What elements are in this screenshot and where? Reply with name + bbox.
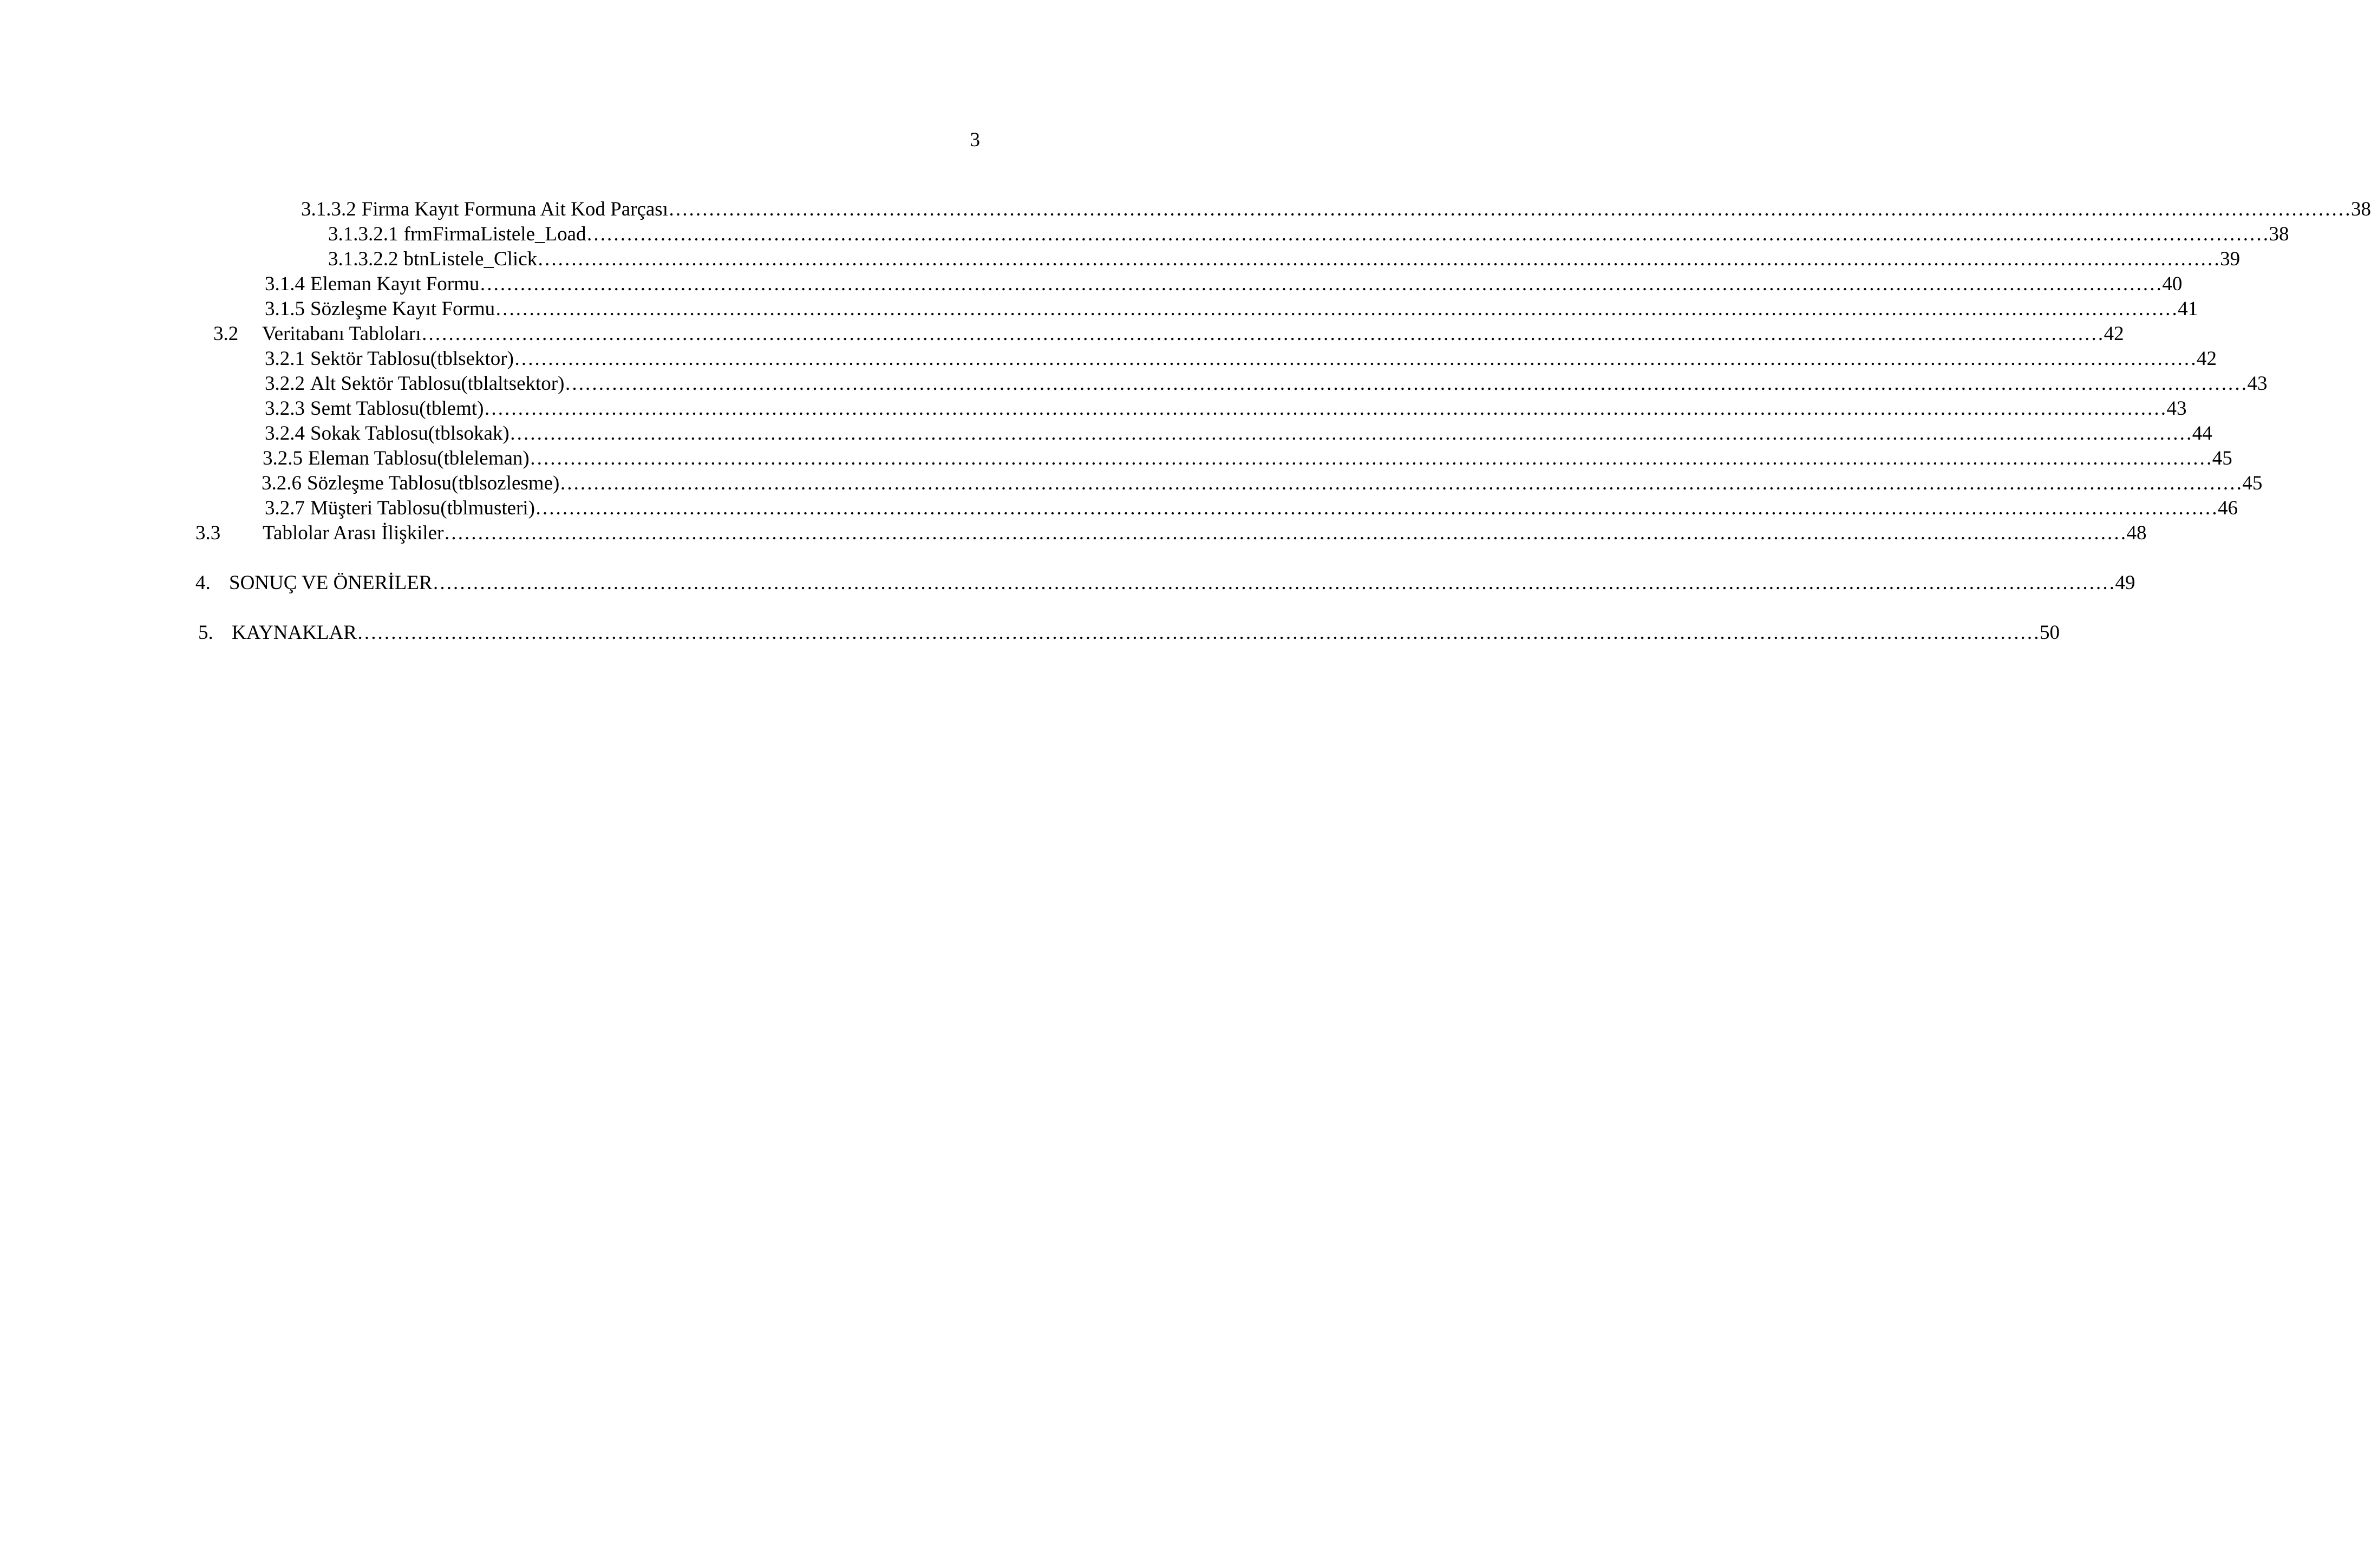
toc-entry-page: 43 [2166,397,2187,420]
toc-entry-3-1-3-2-1 [328,222,2289,247]
toc-entry-title: SONUÇ VE ÖNERİLER [229,572,433,594]
toc-entry-title: Eleman Tablosu(tbleleman) [308,447,530,469]
toc-entry-3-2-5 [263,446,2232,471]
toc-entry-number: 5. [198,622,213,644]
toc-entry-3-1-4 [265,272,2183,297]
toc-entry-number: 3.2.6 [262,472,302,494]
toc-entry-page: 46 [2218,497,2238,519]
toc-entry-page: 50 [2039,622,2060,644]
toc-leader-dots: ……………………………………………………………………………………………………………………………………………………………………………………………………………………………… [484,397,2167,420]
toc-leader-dots: ……………………………………………………………………………………………………………………………………………………………………………………………………………………………… [564,373,2248,395]
page-number: 3 [970,129,980,151]
toc-entry-title: Sokak Tablosu(tblsokak) [310,422,510,445]
toc-leader-dots: ……………………………………………………………………………………………………………………………………………………………………………………………………………………………… [559,472,2243,494]
toc-entry-title: Sözleşme Kayıt Formu [310,298,495,320]
toc-entry-number: 3.2.7 [265,497,305,519]
toc-entry-title: Alt Sektör Tablosu(tblaltsektor) [310,373,565,395]
toc-leader-dots: ……………………………………………………………………………………………………………………………………………………………………………………………………………………………… [495,298,2178,320]
toc-entry-page: 49 [2115,572,2135,594]
toc-entry-title: Firma Kayıt Formuna Ait Kod Parçası [361,198,668,220]
toc-entry-page: 42 [2104,323,2124,345]
toc-entry-5 [198,620,2060,645]
toc-entry-4 [195,571,2135,596]
toc-leader-dots: ……………………………………………………………………………………………………………………………………………………………………………………………………………………………… [356,622,2040,644]
toc-entry-title: Veritabanı Tabloları [262,323,421,345]
toc-entry-title: Eleman Kayıt Formu [310,273,480,295]
toc-leader-dots: ……………………………………………………………………………………………………………………………………………………………………………………………………………………………… [529,447,2212,469]
toc-entry-3-1-3-2-2 [328,247,2241,272]
toc-entry-number: 3.2.3 [265,397,305,420]
toc-entry-page: 40 [2162,273,2183,295]
toc-entry-number: 4. [195,572,211,594]
toc-entry-3-1-5 [265,297,2198,322]
toc-entry-title: Sektör Tablosu(tblsektor) [310,348,514,370]
toc-entry-page: 38 [2269,223,2289,245]
toc-entry-title: btnListele_Click [403,248,538,270]
toc-entry-page: 48 [2126,522,2147,544]
toc-entry-3-2-7 [265,496,2238,521]
toc-entry-number: 3.2.2 [265,373,305,395]
toc-entry-page: 39 [2220,248,2241,270]
toc-entry-page: 45 [2212,447,2232,469]
toc-entry-page: 45 [2242,472,2263,494]
toc-entry-3-2-4 [265,421,2212,446]
toc-entry-number: 3.1.5 [265,298,305,320]
toc-leader-dots: ……………………………………………………………………………………………………………………………………………………………………………………………………………………………… [509,422,2192,445]
toc-leader-dots: ……………………………………………………………………………………………………………………………………………………………………………………………………………………………… [537,248,2220,270]
toc-entry-3-2-3 [265,396,2187,421]
toc-leader-dots: ……………………………………………………………………………………………………………………………………………………………………………………………………………………………… [513,348,2197,370]
toc-entry-page: 41 [2178,298,2198,320]
toc-leader-dots: ……………………………………………………………………………………………………………………………………………………………………………………………………………………………… [668,198,2351,220]
toc-leader-dots: ……………………………………………………………………………………………………………………………………………………………………………………………………………………………… [443,522,2127,544]
toc-entry-number: 3.2.1 [265,348,305,370]
toc-entry-number: 3.2 [213,323,239,345]
toc-entry-number: 3.1.3.2.1 [328,223,399,245]
toc-entry-number: 3.1.4 [265,273,305,295]
toc-leader-dots: ……………………………………………………………………………………………………………………………………………………………………………………………………………………………… [432,572,2115,594]
toc-leader-dots: ……………………………………………………………………………………………………………………………………………………………………………………………………………………………… [535,497,2218,519]
toc-entry-3-3 [195,521,2147,546]
toc-entry-number: 3.1.3.2.2 [328,248,399,270]
toc-entry-number: 3.3 [195,522,221,544]
toc-entry-title: Müşteri Tablosu(tblmusteri) [310,497,535,519]
toc-entry-3-2-1 [265,347,2217,371]
toc-entry-number: 3.2.4 [265,422,305,445]
toc-leader-dots: ……………………………………………………………………………………………………………………………………………………………………………………………………………………………… [479,273,2163,295]
toc-entry-3-2-6 [262,471,2263,496]
toc-entry-title: Sözleşme Tablosu(tblsozlesme) [307,472,560,494]
toc-entry-title: Semt Tablosu(tblemt) [310,397,484,420]
toc-entry-title: Tablolar Arası İlişkiler [263,522,444,544]
toc-entry-page: 42 [2196,348,2217,370]
toc-leader-dots: ……………………………………………………………………………………………………………………………………………………………………………………………………………………………… [586,223,2269,245]
toc-entry-3-2 [213,322,2124,347]
toc-entry-3-2-2 [265,371,2268,396]
toc-entry-page: 38 [2351,198,2371,220]
toc-entry-3-1-3-2 [301,197,2371,222]
toc-entry-number: 3.2.5 [263,447,303,469]
toc-entry-page: 44 [2192,422,2212,445]
toc-entry-title: frmFirmaListele_Load [403,223,586,245]
toc-entry-title: KAYNAKLAR [232,622,357,644]
toc-entry-number: 3.1.3.2 [301,198,356,220]
toc-leader-dots: ……………………………………………………………………………………………………………………………………………………………………………………………………………………………… [421,323,2104,345]
toc-entry-page: 43 [2247,373,2268,395]
